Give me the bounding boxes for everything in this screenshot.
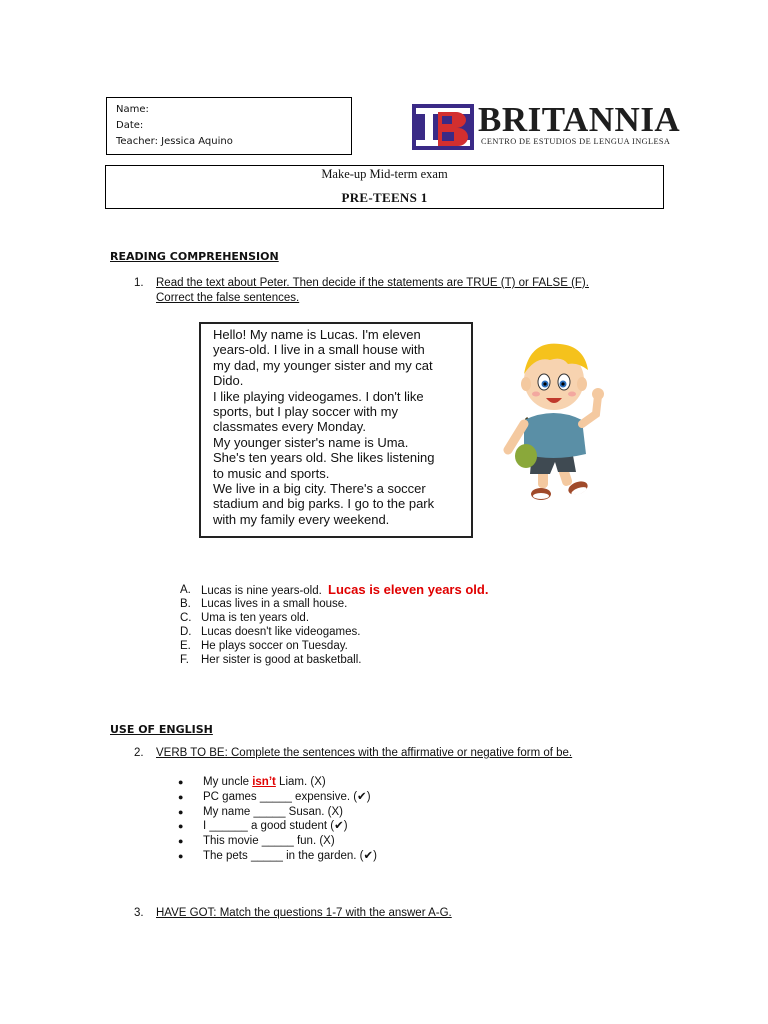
list-item (178, 775, 498, 790)
statement-answer: Lucas is eleven years old. (328, 582, 489, 597)
list-item (178, 805, 498, 820)
sentence-after: Liam. (X) (275, 776, 326, 788)
statement-text: Lucas doesn't like videogames. (201, 626, 361, 638)
list-item (178, 790, 498, 805)
reading-heading: READING COMPREHENSION (110, 250, 279, 263)
reading-text-line: I like playing videogames. I don't like (213, 388, 424, 404)
statement-text: Lucas lives in a small house. (201, 598, 348, 610)
sentence-text: I ______ a good student (✔) (203, 820, 348, 833)
reading-text-line: years-old. I live in a small house with (213, 342, 425, 358)
boy-illustration (496, 338, 614, 510)
reading-text-line: classmates every Monday. (213, 419, 366, 435)
bullet-icon: ● (178, 836, 184, 847)
sentence-before: My uncle (203, 776, 253, 788)
exam-title-box (105, 165, 664, 209)
date-label: Date: (116, 120, 144, 131)
question-1-number: 1. (134, 277, 144, 289)
list-item (178, 819, 498, 834)
statement-letter: A. (180, 584, 191, 596)
reading-text-line: stadium and big parks. I go to the park (213, 496, 435, 512)
list-item (180, 597, 560, 611)
name-label: Name: (116, 104, 149, 115)
sentence-text: The pets _____ in the garden. (✔) (203, 849, 377, 862)
list-item (180, 611, 560, 625)
sentence-answer: isn’t (252, 776, 276, 788)
reading-text-line: Hello! My name is Lucas. I'm eleven (213, 327, 421, 342)
reading-text-line: Dido. (213, 373, 244, 389)
reading-text-line: My younger sister's name is Uma. (213, 434, 409, 450)
reading-text-line: We live in a big city. There's a soccer (213, 481, 426, 497)
verb-to-be-list (178, 775, 498, 864)
sentence-text: PC games _____ expensive. (✔) (203, 790, 371, 803)
reading-text-line: sports, but I play soccer with my (213, 404, 398, 420)
sentence-text: My name _____ Susan. (X) (203, 805, 343, 818)
statement-text: Lucas is nine years-old. (201, 585, 322, 597)
britannia-emblem-icon (412, 104, 474, 150)
bullet-icon: ● (178, 850, 184, 861)
list-item (178, 849, 498, 864)
statement-text: He plays soccer on Tuesday. (201, 640, 348, 652)
statement-letter: B. (180, 598, 191, 610)
list-item (180, 639, 560, 653)
question-3-instruction: HAVE GOT: Match the questions 1-7 with the answer A-G. (156, 907, 452, 919)
question-2-instruction: VERB TO BE: Complete the sentences with the affirmative or negative form of be. (156, 747, 573, 759)
use-of-english-heading: USE OF ENGLISH (110, 723, 213, 736)
logo-subtitle: CENTRO DE ESTUDIOS DE LENGUA INGLESA (481, 137, 671, 146)
statement-letter: E. (180, 640, 191, 652)
bullet-icon: ● (178, 821, 184, 832)
reading-text-line: my dad, my younger sister and my cat (213, 357, 433, 373)
statement-letter: D. (180, 626, 192, 638)
question-1-instruction-line1: Read the text about Peter. Then decide if the statements are TRUE (T) or FALSE (F). (156, 277, 589, 289)
bullet-icon: ● (178, 777, 184, 787)
britannia-logo (412, 102, 684, 150)
question-3-number: 3. (134, 907, 144, 919)
statement-a (201, 583, 488, 598)
list-item (178, 834, 498, 849)
reading-text-line: She's ten years old. She likes listening (213, 450, 435, 466)
statement-letter: F. (180, 654, 189, 666)
reading-text-line: with my family every weekend. (213, 511, 390, 527)
exam-level: PRE-TEENS 1 (341, 190, 428, 205)
question-2-number: 2. (134, 747, 144, 759)
reading-text-line: to music and sports. (213, 465, 330, 481)
statements-list (180, 583, 560, 667)
reading-text-box (199, 322, 473, 538)
statement-letter: C. (180, 612, 192, 624)
question-1-instruction-line2: Correct the false sentences. (156, 292, 300, 304)
sentence-text: This movie _____ fun. (X) (203, 835, 335, 848)
logo-name: BRITANNIA (478, 100, 681, 139)
list-item (180, 653, 560, 667)
statement-text: Uma is ten years old. (201, 612, 310, 624)
student-info-box (106, 97, 352, 155)
list-item (180, 625, 560, 639)
teacher-label: Teacher: Jessica Aquino (116, 136, 233, 147)
sentence-1 (203, 775, 326, 790)
list-item (180, 583, 560, 597)
exam-title: Make-up Mid-term exam (321, 167, 448, 181)
statement-text: Her sister is good at basketball. (201, 654, 362, 666)
bullet-icon: ● (178, 806, 184, 817)
bullet-icon: ● (178, 791, 184, 802)
